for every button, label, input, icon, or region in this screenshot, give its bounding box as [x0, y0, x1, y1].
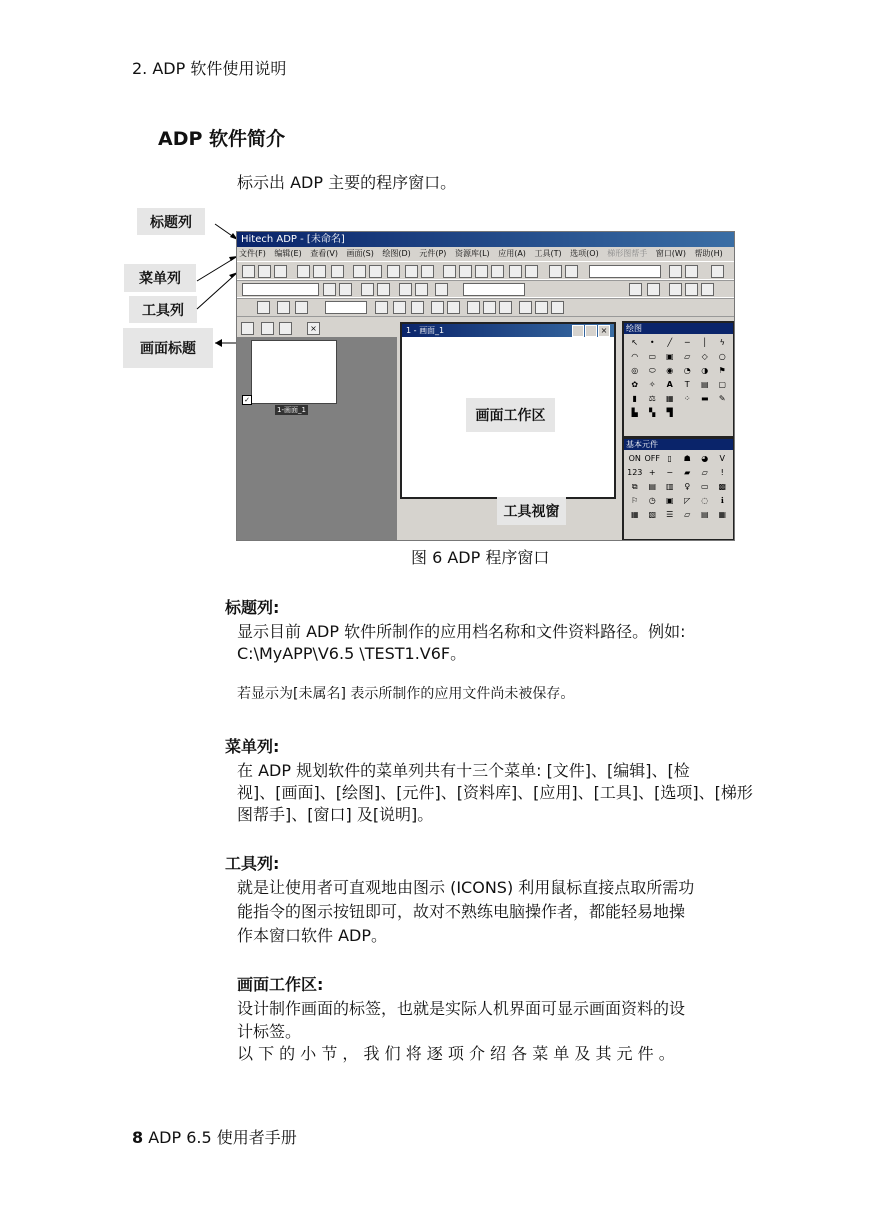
section-line: 能指令的图示按钮即可，故对不熟练电脑操作者，都能轻易地操 [237, 902, 686, 921]
parts-tools-grid [624, 450, 733, 524]
line-tool-icon[interactable]: ╱ [667, 338, 673, 347]
frame-icon[interactable] [415, 283, 428, 296]
flag2-tool-icon[interactable]: ▚ [649, 408, 656, 417]
dot-grid-icon[interactable]: ⁘ [683, 394, 691, 403]
hbar-tool-icon[interactable]: ▬ [700, 394, 709, 403]
section-heading: 工具列: [225, 854, 280, 873]
lock-icon[interactable] [519, 301, 532, 314]
open-file-icon[interactable] [258, 265, 271, 278]
checkbox[interactable]: ✓ [242, 395, 252, 405]
align-icon[interactable] [669, 265, 682, 278]
grid-toggle-icon[interactable] [711, 265, 724, 278]
record-part-icon[interactable]: ▥ [665, 482, 674, 491]
callout-screen-title: 画面标题 [123, 328, 213, 368]
align-right-icon[interactable] [701, 283, 714, 296]
list-part-icon[interactable]: ☰ [666, 510, 674, 519]
section-line: 计标签。 [237, 1022, 302, 1041]
display-part-icon[interactable]: ▭ [700, 482, 709, 491]
draw-tool-window [622, 321, 735, 438]
screen-view-icon[interactable] [261, 322, 274, 335]
gallery-part-icon[interactable]: ▣ [665, 496, 674, 505]
menu-item[interactable]: 资源库(L) [454, 249, 490, 258]
section-heading: 菜单列: [225, 737, 280, 756]
copy-part-icon[interactable]: ⧉ [631, 482, 638, 491]
hline-tool-icon[interactable]: ─ [684, 338, 690, 347]
paste-icon[interactable] [475, 265, 488, 278]
align-left-icon[interactable] [669, 283, 682, 296]
section-line: 就是让使用者可直观地由图示 (ICONS) 利用鼠标直接点取所需功 [237, 878, 695, 897]
table-tool-icon[interactable]: ▦ [665, 394, 674, 403]
rect-tool-icon[interactable]: ▭ [648, 352, 657, 361]
callout-title-bar: 标题列 [137, 208, 205, 235]
image-tool-icon[interactable]: ▤ [700, 380, 709, 389]
callout-tool-window: 工具视窗 [497, 497, 566, 525]
chord-tool-icon[interactable]: ◑ [701, 366, 709, 375]
preview-icon[interactable] [313, 265, 326, 278]
section-title: ADP 软件简介 [158, 128, 286, 150]
page-number: 8 [132, 1128, 144, 1147]
info-part-icon[interactable]: ℹ [720, 496, 724, 505]
callout-menu-bar: 菜单列 [124, 264, 196, 292]
help-part-icon[interactable]: ◌ [701, 496, 709, 505]
v-part-icon[interactable]: V [719, 454, 725, 463]
minus-part-icon[interactable]: − [666, 468, 674, 477]
zoom-select[interactable] [589, 265, 661, 278]
on-off-icon[interactable] [549, 265, 562, 278]
toolbar-row-1 [237, 261, 734, 281]
bell-icon[interactable] [331, 265, 344, 278]
section-line: 以 下 的 小 节 ， 我 们 将 逐 项 介 绍 各 菜 单 及 其 元 件 。 [237, 1044, 675, 1063]
key-icon[interactable] [551, 301, 564, 314]
vline-tool-icon[interactable]: │ [702, 338, 708, 347]
draw-panel-title: 绘图 [624, 323, 733, 334]
play-icon[interactable] [431, 301, 444, 314]
screen-thumbnail[interactable] [251, 340, 337, 404]
footer-title: ADP 6.5 使用者手册 [143, 1128, 297, 1147]
menu-item[interactable]: 查看(V) [310, 249, 338, 258]
parallelogram-icon[interactable]: ▱ [684, 352, 691, 361]
cut-icon[interactable] [443, 265, 456, 278]
text-size-icon[interactable] [629, 283, 642, 296]
back-icon[interactable] [405, 265, 418, 278]
size-select[interactable] [463, 283, 525, 296]
stop-icon[interactable] [447, 301, 460, 314]
text-tool-icon[interactable]: A [666, 380, 673, 389]
download-icon[interactable] [467, 301, 480, 314]
trend-part-icon[interactable]: ◸ [684, 496, 691, 505]
arrow-icon[interactable] [257, 301, 270, 314]
draw-tools-grid [624, 334, 733, 422]
upload-icon[interactable] [483, 301, 496, 314]
section-line: 图帮手]、[窗口] 及[说明]。 [237, 805, 434, 824]
compile-icon[interactable] [375, 301, 388, 314]
section-note: 若显示为[未属名] 表示所制作的应用文件尚未被保存。 [237, 686, 575, 702]
table-part-icon[interactable]: ▦ [718, 510, 727, 519]
off-part-icon[interactable]: OFF [644, 454, 660, 463]
menu-item[interactable]: 帮助(H) [694, 249, 723, 258]
screen-list-toolbar [237, 319, 397, 337]
thumbnail-label: 1-画面_1 [277, 406, 306, 414]
section-line: 设计制作画面的标签，也就是实际人机界面可显示画面资料的设 [237, 999, 686, 1018]
text-tool-2-icon[interactable]: T [684, 380, 690, 389]
adp-window-screenshot [236, 231, 735, 541]
frame-tool-icon[interactable]: ▢ [718, 380, 727, 389]
section-line: 显示目前 ADP 软件所制作的应用档名称和文件资料路径。例如: [237, 622, 686, 641]
file-part-icon[interactable]: ▱ [701, 468, 708, 477]
dot-tool-icon[interactable]: • [649, 338, 655, 347]
section-line: 在 ADP 规划软件的菜单列共有十三个菜单: [文件]、[编辑]、[检 [237, 761, 690, 780]
lamp-part-icon[interactable]: ☗ [683, 454, 691, 463]
data-part-icon[interactable]: ▤ [648, 482, 657, 491]
window-icon[interactable] [369, 265, 382, 278]
pin-icon[interactable] [241, 322, 254, 335]
folder-part-icon[interactable]: ▰ [684, 468, 691, 477]
meter-part-icon[interactable]: ▦ [630, 510, 639, 519]
simulate-icon[interactable] [411, 301, 424, 314]
select-tool-icon[interactable]: ↖ [631, 338, 639, 347]
menu-item[interactable]: 画面(S) [346, 249, 374, 258]
menu-item[interactable]: 选项(O) [570, 249, 599, 258]
section-line: 作本窗口软件 ADP。 [237, 926, 388, 945]
grid-icon[interactable] [387, 265, 400, 278]
menu-item[interactable]: 窗口(W) [655, 249, 686, 258]
step2-icon[interactable] [295, 301, 308, 314]
ring-tool-icon[interactable]: ◉ [666, 366, 674, 375]
close-icon[interactable]: × [598, 325, 610, 337]
pen-tool-icon[interactable]: ✎ [718, 394, 726, 403]
group-icon[interactable] [361, 283, 374, 296]
bitmap-tool-icon[interactable]: ▙ [631, 408, 638, 417]
pie-tool-icon[interactable]: ◔ [683, 366, 691, 375]
font-select[interactable] [242, 283, 319, 296]
section-line: 视]、[画面]、[绘图]、[元件]、[资料库]、[应用]、[工具]、[选项]、[梯形 [237, 783, 753, 802]
print-icon[interactable] [297, 265, 310, 278]
menu-item[interactable]: 工具(T) [534, 249, 562, 258]
layer-icon[interactable] [685, 265, 698, 278]
bar-part-icon[interactable]: ▤ [700, 510, 709, 519]
polyline-tool-icon[interactable]: ϟ [719, 338, 725, 347]
step-icon[interactable] [277, 301, 290, 314]
block-icon[interactable] [435, 283, 448, 296]
copy-icon[interactable] [459, 265, 472, 278]
scale-tool-icon[interactable]: ⚖ [648, 394, 656, 403]
align-center-icon[interactable] [685, 283, 698, 296]
page-header: 2. ADP 软件使用说明 [132, 59, 287, 78]
child-window-title: 1 - 画面_1 [402, 324, 614, 337]
check-icon[interactable] [393, 301, 406, 314]
callout-work-area: 画面工作区 [466, 398, 555, 432]
menu-item[interactable]: 编辑(E) [274, 249, 302, 258]
menu-item[interactable]: 元件(P) [419, 249, 447, 258]
plus-part-icon[interactable]: + [648, 468, 656, 477]
line-color-icon[interactable] [339, 283, 352, 296]
minimize-icon[interactable] [572, 325, 584, 337]
pin-part-icon[interactable]: ♀ [684, 482, 691, 491]
recipe-part-icon[interactable]: ▧ [648, 510, 657, 519]
fill-circle-icon[interactable]: ◎ [631, 366, 639, 375]
cursor-tool-icon[interactable]: ▜ [666, 408, 673, 417]
menu-item[interactable]: 梯形图帮手 [607, 249, 648, 258]
underline-icon[interactable] [647, 283, 660, 296]
star-tool-icon[interactable]: ✧ [648, 380, 656, 389]
bar-tool-icon[interactable]: ▮ [632, 394, 637, 403]
forward-icon[interactable] [421, 265, 434, 278]
menu-item[interactable]: 绘图(D) [382, 249, 411, 258]
shape-tool-icon[interactable]: ✿ [631, 380, 639, 389]
unlock-icon[interactable] [535, 301, 548, 314]
parts-panel-title: 基本元件 [624, 439, 733, 450]
screen-list-icon[interactable] [279, 322, 292, 335]
section-heading: 画面工作区: [237, 975, 324, 994]
toolbar-row-3 [237, 297, 734, 317]
hex-part-icon[interactable]: ▩ [718, 482, 727, 491]
numeric-part-icon[interactable]: 123 [627, 468, 643, 477]
parts-tool-window [622, 437, 735, 541]
transfer-icon[interactable] [499, 301, 512, 314]
menu-item[interactable]: 文件(F) [239, 249, 266, 258]
switch-part-icon[interactable]: ▯ [667, 454, 672, 463]
polygon-icon[interactable]: ◇ [701, 352, 708, 361]
flag-tool-icon[interactable]: ⚑ [718, 366, 726, 375]
redo-icon[interactable] [525, 265, 538, 278]
cross-icon[interactable] [399, 283, 412, 296]
menu-bar [237, 247, 735, 261]
close-icon[interactable]: × [307, 322, 320, 335]
fill-icon[interactable] [323, 283, 336, 296]
param-select[interactable] [325, 301, 367, 314]
off-on-icon[interactable] [565, 265, 578, 278]
maximize-icon[interactable] [585, 325, 597, 337]
arc-tool-icon[interactable]: ◠ [631, 352, 639, 361]
tank-part-icon[interactable]: ▱ [684, 510, 691, 519]
circle-tool-icon[interactable]: ○ [718, 352, 726, 361]
fill-rect-icon[interactable]: ▣ [665, 352, 674, 361]
clock-part-icon[interactable]: ◷ [648, 496, 656, 505]
flag-part-icon[interactable]: ⚐ [631, 496, 639, 505]
new-file-icon[interactable] [242, 265, 255, 278]
section-heading: 标题列: [225, 598, 280, 617]
intro-text: 标示出 ADP 主要的程序窗口。 [237, 173, 457, 192]
save-icon[interactable] [274, 265, 287, 278]
menu-item[interactable]: 应用(A) [498, 249, 526, 258]
knob-part-icon[interactable]: ◕ [701, 454, 709, 463]
find-icon[interactable] [491, 265, 504, 278]
window-title-bar: Hitech ADP - [未命名] [237, 232, 734, 247]
screen-icon[interactable] [353, 265, 366, 278]
ungroup-icon[interactable] [377, 283, 390, 296]
figure-caption: 图 6 ADP 程序窗口 [411, 548, 550, 567]
alert-part-icon[interactable]: ! [720, 468, 724, 477]
ellipse-tool-icon[interactable]: ⬭ [648, 366, 656, 375]
section-line: C:\MyAPP\V6.5 \TEST1.V6F。 [237, 644, 467, 663]
toolbar-row-2 [237, 279, 734, 299]
page-footer [132, 1125, 297, 1148]
undo-icon[interactable] [509, 265, 522, 278]
callout-tool-bar: 工具列 [129, 296, 197, 323]
on-part-icon[interactable]: ON [628, 454, 641, 463]
